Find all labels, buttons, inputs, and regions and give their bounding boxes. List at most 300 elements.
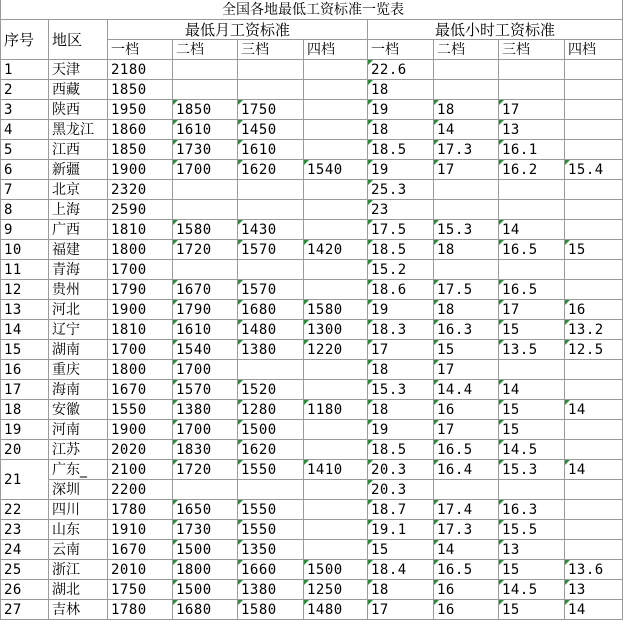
- cell-seq: 9: [1, 220, 49, 240]
- cell-hourly-tier-1: 17: [368, 600, 434, 620]
- cell-hourly-tier-1: 20.3: [368, 460, 434, 480]
- cell-hourly-tier-2: 17.5: [434, 280, 499, 300]
- cell-monthly-tier-1: 2200: [108, 480, 173, 500]
- cell-hourly-tier-2: 17: [434, 160, 499, 180]
- cell-hourly-tier-3: 15: [499, 400, 565, 420]
- cell-hourly-tier-3: [499, 60, 565, 80]
- cell-monthly-tier-1: 1910: [108, 520, 173, 540]
- cell-hourly-tier-2: [434, 200, 499, 220]
- cell-monthly-tier-1: 2020: [108, 440, 173, 460]
- cell-monthly-tier-2: 1850: [173, 100, 238, 120]
- cell-monthly-tier-3: 1480: [238, 320, 304, 340]
- cell-monthly-tier-4: 1580: [304, 300, 368, 320]
- cell-region: 青海: [49, 260, 108, 280]
- cell-region: 山东: [49, 520, 108, 540]
- cell-region: 广西: [49, 220, 108, 240]
- cell-monthly-tier-2: 1540: [173, 340, 238, 360]
- cell-monthly-tier-2: 1680: [173, 600, 238, 620]
- header-monthly-tier-4: 四档: [304, 40, 368, 60]
- cell-monthly-tier-3: [238, 200, 304, 220]
- cell-hourly-tier-4: 13.6: [565, 560, 623, 580]
- cell-monthly-tier-4: 1540: [304, 160, 368, 180]
- cell-hourly-tier-1: 18.5: [368, 440, 434, 460]
- cell-seq: 21: [1, 460, 49, 500]
- cell-hourly-tier-1: 18: [368, 580, 434, 600]
- cell-monthly-tier-3: 1620: [238, 440, 304, 460]
- cell-monthly-tier-4: 1500: [304, 560, 368, 580]
- table-row: [1, 400, 623, 420]
- cell-hourly-tier-1: 19: [368, 300, 434, 320]
- cell-monthly-tier-3: 1570: [238, 240, 304, 260]
- cell-monthly-tier-4: [304, 480, 368, 500]
- cell-monthly-tier-4: [304, 440, 368, 460]
- cell-hourly-tier-4: [565, 260, 623, 280]
- header-region: 地区: [49, 20, 108, 60]
- cell-hourly-tier-3: [499, 480, 565, 500]
- cell-hourly-tier-1: 18: [368, 400, 434, 420]
- cell-monthly-tier-4: [304, 360, 368, 380]
- cell-hourly-tier-3: 15: [499, 600, 565, 620]
- cell-monthly-tier-1: 1670: [108, 380, 173, 400]
- table-row: [1, 200, 623, 220]
- cell-seq: 18: [1, 400, 49, 420]
- cell-hourly-tier-2: 15.3: [434, 220, 499, 240]
- table-row: [1, 320, 623, 340]
- table-row: [1, 260, 623, 280]
- cell-monthly-tier-1: 1800: [108, 360, 173, 380]
- cell-seq: 4: [1, 120, 49, 140]
- cell-hourly-tier-2: 14.4: [434, 380, 499, 400]
- cell-monthly-tier-2: 1380: [173, 400, 238, 420]
- cell-hourly-tier-1: 19: [368, 160, 434, 180]
- cell-monthly-tier-4: [304, 60, 368, 80]
- table-body: [1, 60, 623, 620]
- cell-monthly-tier-3: 1660: [238, 560, 304, 580]
- cell-region: 河南: [49, 420, 108, 440]
- cell-hourly-tier-1: 19: [368, 100, 434, 120]
- cell-monthly-tier-2: 1730: [173, 140, 238, 160]
- header-hourly-tier-3: 三档: [499, 40, 565, 60]
- table-row: [1, 220, 623, 240]
- cell-monthly-tier-2: 1790: [173, 300, 238, 320]
- cell-hourly-tier-3: 14.5: [499, 440, 565, 460]
- cell-monthly-tier-4: 1420: [304, 240, 368, 260]
- table-row: [1, 360, 623, 380]
- table-row: [1, 560, 623, 580]
- cell-hourly-tier-4: [565, 480, 623, 500]
- cell-hourly-tier-2: 17.4: [434, 500, 499, 520]
- cell-monthly-tier-3: 1380: [238, 580, 304, 600]
- header-monthly-tier-2: 二档: [173, 40, 238, 60]
- cell-hourly-tier-4: 16: [565, 300, 623, 320]
- cell-monthly-tier-2: 1800: [173, 560, 238, 580]
- cell-monthly-tier-2: [173, 480, 238, 500]
- table-row: [1, 180, 623, 200]
- cell-monthly-tier-1: 1700: [108, 260, 173, 280]
- cell-seq: 14: [1, 320, 49, 340]
- cell-hourly-tier-3: 16.5: [499, 240, 565, 260]
- cell-hourly-tier-4: [565, 60, 623, 80]
- cell-hourly-tier-3: 13: [499, 120, 565, 140]
- cell-hourly-tier-2: 16.4: [434, 460, 499, 480]
- cell-hourly-tier-2: [434, 80, 499, 100]
- cell-monthly-tier-1: 1850: [108, 140, 173, 160]
- cell-hourly-tier-3: 13.5: [499, 340, 565, 360]
- cell-monthly-tier-3: 1550: [238, 460, 304, 480]
- cell-hourly-tier-3: [499, 360, 565, 380]
- cell-monthly-tier-4: [304, 260, 368, 280]
- cell-hourly-tier-1: 15.3: [368, 380, 434, 400]
- cell-hourly-tier-3: 14: [499, 380, 565, 400]
- cell-hourly-tier-1: 18.5: [368, 240, 434, 260]
- cell-region: 西藏: [49, 80, 108, 100]
- cell-hourly-tier-4: [565, 120, 623, 140]
- cell-seq: 15: [1, 340, 49, 360]
- cell-monthly-tier-1: 2010: [108, 560, 173, 580]
- cell-monthly-tier-2: [173, 80, 238, 100]
- cell-monthly-tier-1: 1800: [108, 240, 173, 260]
- table-row: [1, 460, 623, 480]
- cell-hourly-tier-1: 18: [368, 120, 434, 140]
- cell-monthly-tier-2: 1570: [173, 380, 238, 400]
- cell-monthly-tier-4: 1480: [304, 600, 368, 620]
- table-row: [1, 140, 623, 160]
- header-monthly-tier-1: 一档: [108, 40, 173, 60]
- table-row: [1, 120, 623, 140]
- cell-hourly-tier-3: 17: [499, 100, 565, 120]
- table-row: [1, 160, 623, 180]
- cell-monthly-tier-4: [304, 100, 368, 120]
- cell-monthly-tier-3: 1500: [238, 420, 304, 440]
- cell-monthly-tier-3: [238, 60, 304, 80]
- cell-hourly-tier-3: 14: [499, 220, 565, 240]
- cell-hourly-tier-1: 18: [368, 360, 434, 380]
- cell-monthly-tier-1: 1780: [108, 600, 173, 620]
- cell-monthly-tier-2: 1730: [173, 520, 238, 540]
- header-hourly-group: 最低小时工资标准: [368, 20, 623, 40]
- cell-hourly-tier-2: 16.3: [434, 320, 499, 340]
- cell-hourly-tier-3: 15.3: [499, 460, 565, 480]
- table-row: [1, 420, 623, 440]
- cell-monthly-tier-1: 1810: [108, 220, 173, 240]
- cell-monthly-tier-1: 1700: [108, 340, 173, 360]
- cell-monthly-tier-3: 1550: [238, 520, 304, 540]
- cell-hourly-tier-1: 18: [368, 80, 434, 100]
- cell-hourly-tier-3: [499, 260, 565, 280]
- cell-hourly-tier-3: 16.1: [499, 140, 565, 160]
- cell-hourly-tier-1: 23: [368, 200, 434, 220]
- cell-monthly-tier-2: 1500: [173, 580, 238, 600]
- cell-region: 贵州: [49, 280, 108, 300]
- table-row: [1, 540, 623, 560]
- cell-monthly-tier-1: 1550: [108, 400, 173, 420]
- cell-monthly-tier-2: 1720: [173, 460, 238, 480]
- table-row: [1, 600, 623, 620]
- cell-seq: 13: [1, 300, 49, 320]
- cell-region: 湖北: [49, 580, 108, 600]
- cell-hourly-tier-3: [499, 200, 565, 220]
- cell-monthly-tier-3: [238, 260, 304, 280]
- cell-monthly-tier-3: 1520: [238, 380, 304, 400]
- cell-monthly-tier-3: 1350: [238, 540, 304, 560]
- cell-monthly-tier-2: 1500: [173, 540, 238, 560]
- cell-region: 陕西: [49, 100, 108, 120]
- cell-monthly-tier-3: 1680: [238, 300, 304, 320]
- cell-monthly-tier-4: [304, 500, 368, 520]
- cell-monthly-tier-2: [173, 60, 238, 80]
- cell-monthly-tier-1: 1900: [108, 160, 173, 180]
- table-row: [1, 100, 623, 120]
- cell-monthly-tier-1: 1670: [108, 540, 173, 560]
- cell-hourly-tier-2: 16: [434, 600, 499, 620]
- cell-hourly-tier-1: 18.5: [368, 140, 434, 160]
- cell-monthly-tier-4: [304, 280, 368, 300]
- cell-monthly-tier-4: 1180: [304, 400, 368, 420]
- cell-hourly-tier-2: [434, 480, 499, 500]
- cell-region: 北京: [49, 180, 108, 200]
- cell-monthly-tier-2: 1830: [173, 440, 238, 460]
- cell-monthly-tier-4: [304, 140, 368, 160]
- cell-monthly-tier-3: 1550: [238, 500, 304, 520]
- cell-hourly-tier-4: 14: [565, 400, 623, 420]
- cell-region: 浙江: [49, 560, 108, 580]
- cell-hourly-tier-3: 15: [499, 560, 565, 580]
- cell-region: 天津: [49, 60, 108, 80]
- cell-hourly-tier-1: 18.4: [368, 560, 434, 580]
- cell-seq: 10: [1, 240, 49, 260]
- cell-hourly-tier-4: [565, 200, 623, 220]
- cell-monthly-tier-4: [304, 120, 368, 140]
- header-hourly-tier-2: 二档: [434, 40, 499, 60]
- cell-monthly-tier-2: 1610: [173, 120, 238, 140]
- cell-region: 辽宁: [49, 320, 108, 340]
- cell-hourly-tier-4: [565, 360, 623, 380]
- cell-hourly-tier-2: 14: [434, 120, 499, 140]
- cell-seq: 26: [1, 580, 49, 600]
- cell-hourly-tier-4: [565, 440, 623, 460]
- cell-hourly-tier-4: 13: [565, 580, 623, 600]
- header-monthly-group: 最低月工资标准: [108, 20, 368, 40]
- cell-monthly-tier-3: [238, 480, 304, 500]
- cell-monthly-tier-3: 1620: [238, 160, 304, 180]
- cell-hourly-tier-4: [565, 520, 623, 540]
- cell-monthly-tier-2: 1670: [173, 280, 238, 300]
- cell-seq: 1: [1, 60, 49, 80]
- cell-hourly-tier-2: [434, 60, 499, 80]
- cell-hourly-tier-1: 19: [368, 420, 434, 440]
- cell-hourly-tier-4: [565, 180, 623, 200]
- cell-hourly-tier-1: 25.3: [368, 180, 434, 200]
- cell-hourly-tier-3: 16.2: [499, 160, 565, 180]
- cell-region: 江苏: [49, 440, 108, 460]
- cell-monthly-tier-1: 1860: [108, 120, 173, 140]
- cell-hourly-tier-1: 20.3: [368, 480, 434, 500]
- cell-region: 海南: [49, 380, 108, 400]
- cell-monthly-tier-1: 2320: [108, 180, 173, 200]
- cell-seq: 22: [1, 500, 49, 520]
- cell-monthly-tier-2: 1650: [173, 500, 238, 520]
- cell-hourly-tier-3: 16.3: [499, 500, 565, 520]
- cell-hourly-tier-4: [565, 220, 623, 240]
- table-row: [1, 60, 623, 80]
- cell-hourly-tier-2: 17.3: [434, 520, 499, 540]
- cell-hourly-tier-1: 22.6: [368, 60, 434, 80]
- cell-monthly-tier-4: 1220: [304, 340, 368, 360]
- cell-seq: 2: [1, 80, 49, 100]
- cell-seq: 7: [1, 180, 49, 200]
- cell-monthly-tier-1: 1900: [108, 420, 173, 440]
- cell-monthly-tier-4: [304, 180, 368, 200]
- cell-region: 湖南: [49, 340, 108, 360]
- table-row: [1, 440, 623, 460]
- cell-hourly-tier-4: [565, 100, 623, 120]
- table-row: [1, 500, 623, 520]
- cell-hourly-tier-4: 12.5: [565, 340, 623, 360]
- cell-hourly-tier-1: 18.3: [368, 320, 434, 340]
- cell-region: 河北: [49, 300, 108, 320]
- cell-hourly-tier-3: 16.5: [499, 280, 565, 300]
- table-row: [1, 80, 623, 100]
- cell-hourly-tier-3: 14.5: [499, 580, 565, 600]
- cell-monthly-tier-3: [238, 180, 304, 200]
- cell-monthly-tier-3: [238, 360, 304, 380]
- cell-hourly-tier-2: [434, 260, 499, 280]
- header-hourly-tier-4: 四档: [565, 40, 623, 60]
- cell-seq: 5: [1, 140, 49, 160]
- table-row: [1, 340, 623, 360]
- table-row: [1, 520, 623, 540]
- cell-monthly-tier-4: [304, 200, 368, 220]
- cell-hourly-tier-4: 14: [565, 600, 623, 620]
- cell-hourly-tier-2: 18: [434, 240, 499, 260]
- cell-hourly-tier-4: [565, 500, 623, 520]
- cell-hourly-tier-4: [565, 140, 623, 160]
- cell-monthly-tier-2: 1580: [173, 220, 238, 240]
- cell-region: 江西: [49, 140, 108, 160]
- cell-monthly-tier-1: 1750: [108, 580, 173, 600]
- cell-hourly-tier-2: [434, 180, 499, 200]
- cell-hourly-tier-2: 17: [434, 420, 499, 440]
- cell-seq: 16: [1, 360, 49, 380]
- cell-monthly-tier-3: 1380: [238, 340, 304, 360]
- table-row: [1, 480, 623, 500]
- cell-monthly-tier-1: 1950: [108, 100, 173, 120]
- cell-hourly-tier-1: 19.1: [368, 520, 434, 540]
- cell-hourly-tier-2: 15: [434, 340, 499, 360]
- cell-region: 深圳: [49, 480, 108, 500]
- cell-monthly-tier-4: [304, 380, 368, 400]
- cell-seq: 23: [1, 520, 49, 540]
- cell-hourly-tier-2: 16: [434, 580, 499, 600]
- cell-region: 吉林: [49, 600, 108, 620]
- cell-hourly-tier-1: 15.2: [368, 260, 434, 280]
- cell-hourly-tier-3: 17: [499, 300, 565, 320]
- cell-seq: 12: [1, 280, 49, 300]
- cell-monthly-tier-1: 1850: [108, 80, 173, 100]
- cell-monthly-tier-3: 1750: [238, 100, 304, 120]
- cell-hourly-tier-2: 18: [434, 300, 499, 320]
- cell-monthly-tier-2: [173, 200, 238, 220]
- cell-monthly-tier-3: 1280: [238, 400, 304, 420]
- cell-region: 四川: [49, 500, 108, 520]
- cell-hourly-tier-4: 15: [565, 240, 623, 260]
- cell-monthly-tier-4: 1300: [304, 320, 368, 340]
- cell-monthly-tier-4: 1410: [304, 460, 368, 480]
- cell-monthly-tier-3: 1580: [238, 600, 304, 620]
- cell-hourly-tier-3: 15.5: [499, 520, 565, 540]
- cell-hourly-tier-4: [565, 420, 623, 440]
- cell-hourly-tier-4: [565, 80, 623, 100]
- cell-monthly-tier-2: [173, 180, 238, 200]
- cell-hourly-tier-3: 15: [499, 420, 565, 440]
- header-hourly-tier-1: 一档: [368, 40, 434, 60]
- cell-hourly-tier-2: 18: [434, 100, 499, 120]
- header-seq: 序号: [1, 20, 49, 60]
- cell-region: 云南: [49, 540, 108, 560]
- cell-hourly-tier-1: 17: [368, 340, 434, 360]
- cell-region: 重庆: [49, 360, 108, 380]
- cell-seq: 17: [1, 380, 49, 400]
- table-row: [1, 580, 623, 600]
- cell-hourly-tier-4: [565, 380, 623, 400]
- cell-monthly-tier-1: 1790: [108, 280, 173, 300]
- cell-seq: 11: [1, 260, 49, 280]
- cell-monthly-tier-2: 1700: [173, 420, 238, 440]
- cell-seq: 25: [1, 560, 49, 580]
- cell-region: 上海: [49, 200, 108, 220]
- cell-hourly-tier-1: 18.6: [368, 280, 434, 300]
- cell-hourly-tier-1: 15: [368, 540, 434, 560]
- cell-monthly-tier-4: [304, 420, 368, 440]
- cell-seq: 24: [1, 540, 49, 560]
- cell-hourly-tier-4: [565, 540, 623, 560]
- cell-hourly-tier-1: 17.5: [368, 220, 434, 240]
- cell-hourly-tier-4: 15.4: [565, 160, 623, 180]
- cell-monthly-tier-1: 2180: [108, 60, 173, 80]
- cell-monthly-tier-4: [304, 520, 368, 540]
- cell-hourly-tier-3: 15: [499, 320, 565, 340]
- cell-seq: 20: [1, 440, 49, 460]
- cell-monthly-tier-1: 1780: [108, 500, 173, 520]
- cell-monthly-tier-2: 1700: [173, 160, 238, 180]
- table-title: 全国各地最低工资标准一览表: [1, 0, 623, 20]
- cell-monthly-tier-1: 1900: [108, 300, 173, 320]
- header-monthly-tier-3: 三档: [238, 40, 304, 60]
- cell-hourly-tier-3: [499, 180, 565, 200]
- cell-seq: 27: [1, 600, 49, 620]
- cell-monthly-tier-4: [304, 80, 368, 100]
- table-row: [1, 300, 623, 320]
- cell-monthly-tier-3: 1450: [238, 120, 304, 140]
- cell-monthly-tier-2: 1700: [173, 360, 238, 380]
- cell-hourly-tier-2: 16.5: [434, 560, 499, 580]
- cell-monthly-tier-3: 1430: [238, 220, 304, 240]
- cell-seq: 6: [1, 160, 49, 180]
- cell-hourly-tier-2: 14: [434, 540, 499, 560]
- cell-monthly-tier-2: 1720: [173, 240, 238, 260]
- cell-region: 广东_: [49, 460, 108, 480]
- cell-monthly-tier-4: [304, 220, 368, 240]
- cell-hourly-tier-3: 13: [499, 540, 565, 560]
- cell-monthly-tier-3: 1570: [238, 280, 304, 300]
- cell-seq: 19: [1, 420, 49, 440]
- cell-monthly-tier-3: 1610: [238, 140, 304, 160]
- cell-hourly-tier-4: 14: [565, 460, 623, 480]
- cell-hourly-tier-2: 17.3: [434, 140, 499, 160]
- cell-monthly-tier-1: 1810: [108, 320, 173, 340]
- cell-hourly-tier-2: 16.5: [434, 440, 499, 460]
- cell-hourly-tier-1: 18.7: [368, 500, 434, 520]
